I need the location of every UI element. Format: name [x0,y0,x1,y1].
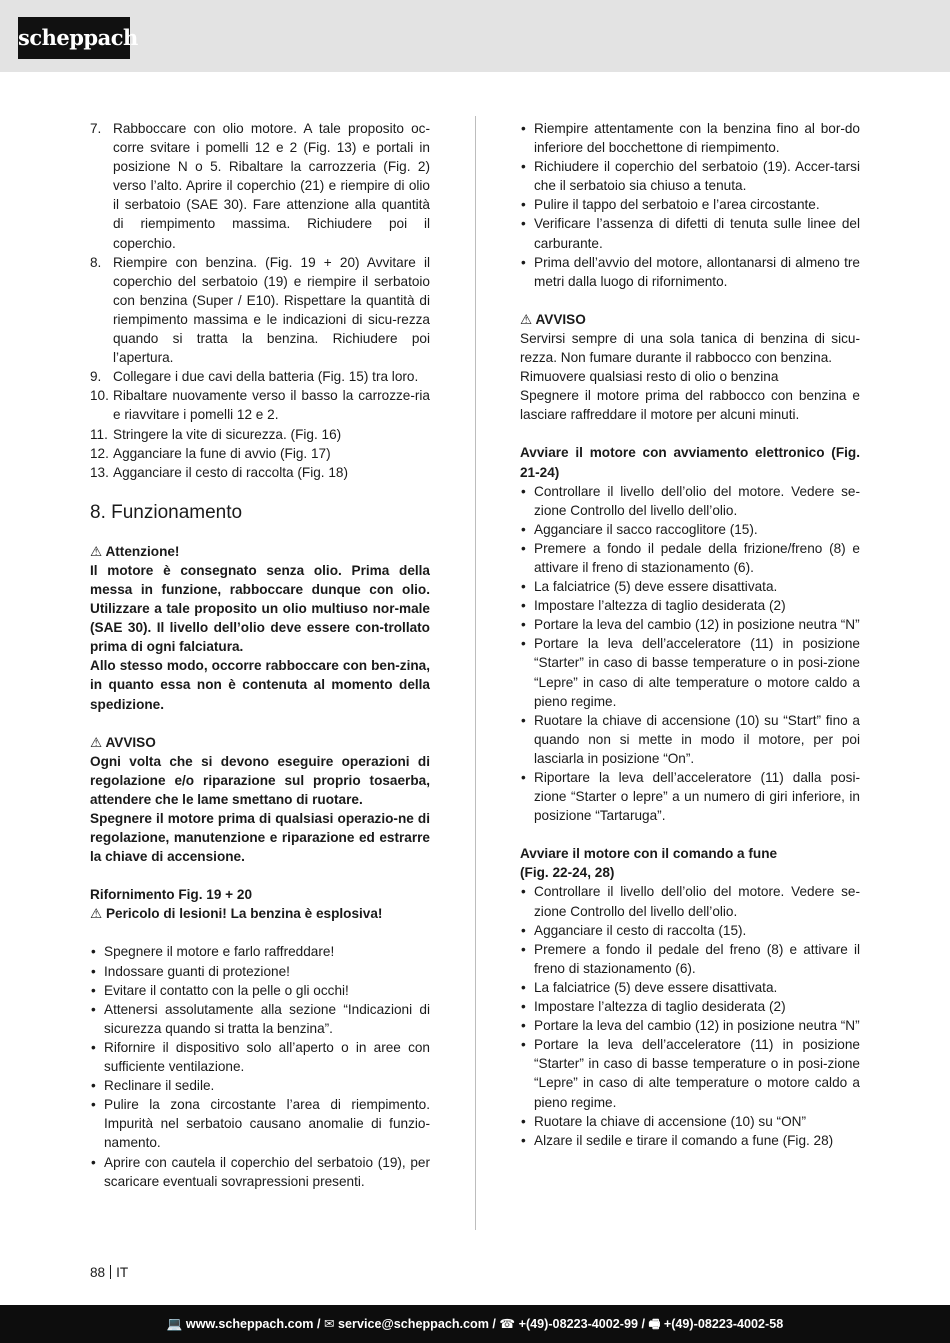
list-item: • Agganciare il sacco raccoglitore (15). [520,520,860,539]
list-item: • Portare la leva dell’acceleratore (11) in posizione “Starter” in caso di basse temperature o in posi-zione “Lepre” in caso di alte temperature o motore caldo a pieno regime. [520,634,860,710]
list-item: • Ruotare la chiave di accensione (10) su “ON” [520,1112,860,1131]
attention-heading: ⚠ Attenzione! [90,543,180,559]
refuel-list [90,942,430,1190]
list-item: 11. Stringere la vite di sicurezza. (Fig. 16) [90,426,342,442]
rope-start-list [520,882,860,1149]
list-item: 9. Collegare i due cavi della batteria (Fig. 15) tra loro. [90,369,419,385]
section-title: 8. Funzionamento [90,501,243,523]
rope-start-heading-figs: (Fig. 22-24, 28) [520,865,615,881]
warning-line: Spegnere il motore prima del rabbocco con benzina e lasciare raffreddare il motore per alcuni minuti. [520,388,860,423]
page-language: IT [116,1265,129,1280]
list-item: • Riportare la leva dell’acceleratore (11) dalla posi-zione “Starter o lepre” a un numero di giri inferiore, in posizione “Tartaruga”. [520,768,860,825]
list-item: • Reclinare il sedile. [90,1076,430,1095]
footer-bar [0,1305,950,1343]
list-item: • Rifornire il dispositivo solo all’aperto o in aree con sufficiente ventilazione. [90,1038,430,1076]
warning-line: Servirsi sempre di una sola tanica di benzina di sicu-rezza. Non fumare durante il rabbocco con benzina. [520,330,860,366]
rope-start-heading: Avviare il motore con il comando a fune [520,846,778,862]
right-column [520,119,860,1150]
list-item: • Indossare guanti di protezione! [90,962,430,981]
electric-start-heading: Avviare il motore con avviamento elettronico (Fig. 21-24) [520,445,860,480]
list-item: 13. Agganciare il cesto di raccolta (Fig. 18) [90,464,348,480]
list-item: • Portare la leva del cambio (12) in posizione neutra “N” [520,1016,860,1035]
left-column [90,119,430,1191]
warning-heading: ⚠ AVVISO [90,734,156,750]
list-item: • Portare la leva del cambio (12) in posizione neutra “N” [520,615,860,634]
list-item: • Premere a fondo il pedale del freno (8) e attivare il freno di stazionamento (6). [520,940,860,978]
logo-text: scheppach [18,25,138,50]
list-item: • Pulire la zona circostante l’area di riempimento. Impurità nel serbatoio causano anomalie di funzio-namento. [90,1095,430,1152]
list-item: • Aprire con cautela il coperchio del serbatoio (19), per scaricare eventuali sovrapressioni presenti. [90,1153,430,1191]
header-band [0,0,950,72]
warning-paragraph: Spegnere il motore prima di qualsiasi operazio-ne di regolazione, manutenzione e riparazione ed estrarre la chiave di accensione. [90,811,430,865]
list-item: • Premere a fondo il pedale della frizione/freno (8) e attivare il freno di stazionamento (6). [520,539,860,577]
refuel-danger: ⚠ Pericolo di lesioni! La benzina è esplosiva! [90,906,383,922]
list-item: • Portare la leva dell’acceleratore (11) in posizione “Starter” in caso di basse temperature o in posi-zione “Lepre” in caso di alte temperature o motore caldo a pieno regime. [520,1035,860,1111]
warning-paragraph: Ogni volta che si devono eseguire operazioni di regolazione e/o riparazione sul proprio tosaerba, attendere che le lame smettano di ruotare. [90,753,430,807]
list-item: • Controllare il livello dell’olio del motore. Vedere se-zione Controllo del livello dell’olio. [520,882,860,920]
refuel-continued-list [520,119,860,291]
list-item: 12. Agganciare la fune di avvio (Fig. 17) [90,445,331,461]
page-number-value: 88 [90,1265,106,1280]
page-number [90,1265,128,1281]
scheppach-logo [18,17,138,59]
list-item: • Ruotare la chiave di accensione (10) su “Start” fino a quando non si mette in modo il motore, per poi lasciarla in posizione “On”. [520,711,860,768]
list-item: • La falciatrice (5) deve essere disattivata. [520,577,860,596]
list-item: • Richiudere il coperchio del serbatoio (19). Accer-tarsi che il serbatoio sia chiuso a tenuta. [520,157,860,195]
column-divider [475,116,476,1230]
list-item: • Impostare l’altezza di taglio desiderata (2) [520,997,860,1016]
list-item: • La falciatrice (5) deve essere disattivata. [520,978,860,997]
list-item: • Agganciare il cesto di raccolta (15). [520,921,860,940]
footer-contact: 💻 www.scheppach.com / ✉ service@scheppach.com / ☎ +(49)-08223-4002-99 / 🖷 +(49)-08223-4002-58 [166,1317,784,1331]
list-item: • Controllare il livello dell’olio del motore. Vedere se-zione Controllo del livello dell’olio. [520,482,860,520]
attention-paragraph: Il motore è consegnato senza olio. Prima della messa in funzione, rabboccare dunque con olio. Utilizzare a tale proposito un olio multiuso nor-male (SAE 30). Il livello dell’olio deve essere con-trollato prima di ogni falciatura. [90,562,430,655]
list-item: 10. Ribaltare nuovamente verso il basso la carrozze-ria e riavvitare i pomelli 12 e 2. [90,388,430,423]
electric-start-list [520,482,860,826]
warning-line: Rimuovere qualsiasi resto di olio o benzina [520,369,779,385]
list-item: • Alzare il sedile e tirare il comando a fune (Fig. 28) [520,1131,860,1150]
list-item: • Riempire attentamente con la benzina fino al bor-do inferiore del bocchettone di riempimento. [520,119,860,157]
list-item: • Prima dell’avvio del motore, allontanarsi di almeno tre metri dalla luogo di rifornimento. [520,253,860,291]
list-item: • Evitare il contatto con la pelle o gli occhi! [90,981,430,1000]
list-item: • Spegnere il motore e farlo raffreddare! [90,942,430,961]
attention-paragraph: Allo stesso modo, occorre rabboccare con ben-zina, in quanto essa non è contenuta al momento della spedizione. [90,658,430,712]
list-item: • Attenersi assolutamente alla sezione “Indicazioni di sicurezza quando si tratta la benzina”. [90,1000,430,1038]
list-item: • Impostare l’altezza di taglio desiderata (2) [520,596,860,615]
refuel-heading: Rifornimento Fig. 19 + 20 [90,887,253,903]
assembly-steps-list [90,119,430,482]
list-item: 7. Rabboccare con olio motore. A tale proposito oc-corre svitare i pomelli 12 e 2 (Fig. 13) e portali in posizione N o 5. Ribaltare la carrozzeria (Fig. 2) verso l’alto. Aprire il coperchio (21) e riempire di olio il serbatoio (SAE 30). Fare attenzione alla quantità di riempimento massima. Richiudere poi il coperchio. [90,121,430,251]
list-item: 8. Riempire con benzina. (Fig. 19 + 20) Avvitare il coperchio del serbatoio (19) e riempire il serbatoio con benzina (Super / E10). Rispettare la quantità di riempimento massima e le indicazioni di sicu-rezza quando si tratta la benzina. Richiudere poi l’apertura. [90,254,430,366]
list-item: • Pulire il tappo del serbatoio e l’area circostante. [520,195,860,214]
warning-heading: ⚠ AVVISO [520,311,586,327]
list-item: • Verificare l’assenza di difetti di tenuta sulle linee del carburante. [520,214,860,252]
